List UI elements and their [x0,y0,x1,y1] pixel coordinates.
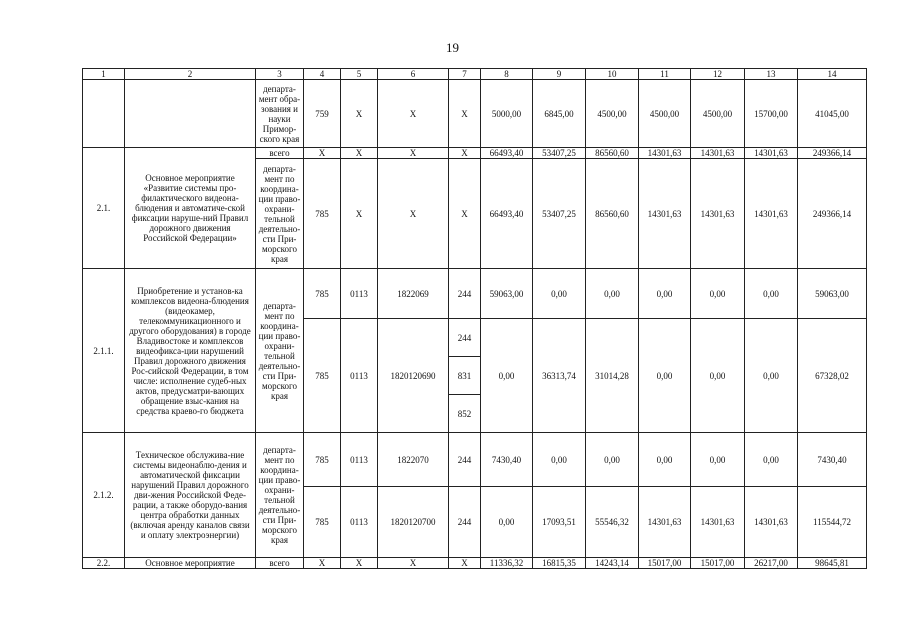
value-cell: 14301,63 [639,159,691,269]
executor: всего [256,148,304,159]
measure-name: Приобретение и установ-ка комплексов видеона-блюдения (видеокамер, телекоммуникационного и другого оборудования) в городе Владивостоке и комплексов видеофикса-ции нарушений Правил дорожного движения Рос-сийской Федерации, в том числе: исполнение судеб-ных актов, предусматри-вающих обращение взыс-кания на средства краево-го бюджета [125,269,256,433]
measure-name: Основное мероприятие «Развитие системы про-филактического видеона-блюдения и автоматиче-ской фиксации наруше-ний Правил дорожного движения Российской Федерации» [125,148,256,269]
value-cell: 0,00 [586,433,639,487]
csr-cell: 1822069 [378,269,449,319]
total-cell: 7430,40 [798,433,867,487]
value-cell: 6845,00 [533,80,586,148]
value-cell: 14301,63 [745,159,798,269]
value-cell: 16815,35 [533,558,586,569]
value-cell: 15017,00 [691,558,745,569]
value-cell: 0,00 [481,319,533,433]
value-cell: 0,00 [691,433,745,487]
value-cell: 0,00 [691,319,745,433]
value-cell: 0,00 [639,319,691,433]
vr-cell: X [449,80,481,148]
total-cell: 249366,14 [798,159,867,269]
measure-name: Основное мероприятие [125,558,256,569]
row-number: 2.1.1. [83,269,125,433]
total-cell: 67328,02 [798,319,867,433]
vr-cell: 244 [449,487,481,558]
header-cell: 5 [341,69,378,80]
csr-cell: X [378,148,449,159]
rzpr-cell: X [341,80,378,148]
value-cell: 0,00 [586,269,639,319]
row-number: 2.1. [83,148,125,269]
grbs-cell: 785 [304,319,341,433]
executor: департа-мент по координа-ции право-охрани-тельной деятельно-сти При-морского края [256,159,304,269]
value-cell: 36313,74 [533,319,586,433]
value-cell: 53407,25 [533,148,586,159]
value-cell: 15017,00 [639,558,691,569]
grbs-cell: 785 [304,159,341,269]
total-cell: 59063,00 [798,269,867,319]
vr-cell: 244 [449,319,481,357]
grbs-cell: 785 [304,433,341,487]
header-cell: 12 [691,69,745,80]
value-cell: 4500,00 [691,80,745,148]
grbs-cell: X [304,148,341,159]
vr-cell: X [449,159,481,269]
rzpr-cell: X [341,148,378,159]
header-cell: 1 [83,69,125,80]
value-cell: 59063,00 [481,269,533,319]
value-cell: 11336,32 [481,558,533,569]
value-cell: 14301,63 [691,159,745,269]
row-number: 2.2. [83,558,125,569]
table-row [83,269,867,319]
executor: департа-мент по координа-ции право-охрани-тельной деятельно-сти При-морского края [256,433,304,558]
header-cell: 3 [256,69,304,80]
row-number [83,80,125,148]
vr-cell: 831 [449,357,481,395]
value-cell: 4500,00 [639,80,691,148]
header-cell: 4 [304,69,341,80]
value-cell: 53407,25 [533,159,586,269]
value-cell: 0,00 [639,269,691,319]
header-cell: 11 [639,69,691,80]
csr-cell: 1820120690 [378,319,449,433]
rzpr-cell: 0113 [341,269,378,319]
value-cell: 0,00 [533,269,586,319]
executor: департа-мент обра-зования и науки Примор-ского края [256,80,304,148]
value-cell: 55546,32 [586,487,639,558]
value-cell: 66493,40 [481,159,533,269]
value-cell: 0,00 [745,433,798,487]
value-cell: 14243,14 [586,558,639,569]
value-cell: 86560,60 [586,159,639,269]
executor: департа-мент по координа-ции право-охрани-тельной деятельно-сти При-морского края [256,269,304,433]
rzpr-cell: 0113 [341,433,378,487]
value-cell: 15700,00 [745,80,798,148]
header-cell: 10 [586,69,639,80]
value-cell: 4500,00 [586,80,639,148]
total-cell: 249366,14 [798,148,867,159]
header-cell: 7 [449,69,481,80]
header-cell: 9 [533,69,586,80]
rzpr-cell: 0113 [341,319,378,433]
value-cell: 14301,63 [691,487,745,558]
total-cell: 41045,00 [798,80,867,148]
csr-cell: 1820120700 [378,487,449,558]
value-cell: 0,00 [639,433,691,487]
header-cell: 8 [481,69,533,80]
table-row [83,433,867,487]
rzpr-cell: X [341,159,378,269]
header-cell: 6 [378,69,449,80]
value-cell: 66493,40 [481,148,533,159]
table-row [83,558,867,569]
vr-cell: X [449,148,481,159]
total-cell: 98645,81 [798,558,867,569]
vr-cell: 244 [449,269,481,319]
grbs-cell: 785 [304,487,341,558]
value-cell: 0,00 [745,319,798,433]
table-row [83,148,867,159]
value-cell: 26217,00 [745,558,798,569]
rzpr-cell: 0113 [341,487,378,558]
value-cell: 5000,00 [481,80,533,148]
csr-cell: 1822070 [378,433,449,487]
header-cell: 14 [798,69,867,80]
value-cell: 14301,63 [639,487,691,558]
vr-cell: 244 [449,433,481,487]
executor: всего [256,558,304,569]
value-cell: 0,00 [481,487,533,558]
value-cell: 86560,60 [586,148,639,159]
value-cell: 0,00 [691,269,745,319]
table-row [83,80,867,148]
csr-cell: X [378,80,449,148]
vr-cell: X [449,558,481,569]
vr-cell: 852 [449,395,481,433]
value-cell: 14301,63 [745,487,798,558]
measure-name [125,80,256,148]
value-cell: 14301,63 [639,148,691,159]
value-cell: 14301,63 [691,148,745,159]
header-row [83,69,867,80]
page-number: 19 [446,40,459,55]
csr-cell: X [378,159,449,269]
value-cell: 0,00 [745,269,798,319]
value-cell: 0,00 [533,433,586,487]
measure-name: Техническое обслужива-ние системы видеонаблю-дения и автоматической фиксации нарушений Правил дорожного дви-жения Российской Феде-рации, а также оборудо-вания центра обработки данных (включая аренду каналов связи и оплату электроэнергии) [125,433,256,558]
csr-cell: X [378,558,449,569]
grbs-cell: X [304,558,341,569]
rzpr-cell: X [341,558,378,569]
total-cell: 115544,72 [798,487,867,558]
value-cell: 7430,40 [481,433,533,487]
value-cell: 14301,63 [745,148,798,159]
value-cell: 31014,28 [586,319,639,433]
grbs-cell: 759 [304,80,341,148]
value-cell: 17093,51 [533,487,586,558]
header-cell: 2 [125,69,256,80]
budget-table [82,68,867,569]
row-number: 2.1.2. [83,433,125,558]
header-cell: 13 [745,69,798,80]
grbs-cell: 785 [304,269,341,319]
